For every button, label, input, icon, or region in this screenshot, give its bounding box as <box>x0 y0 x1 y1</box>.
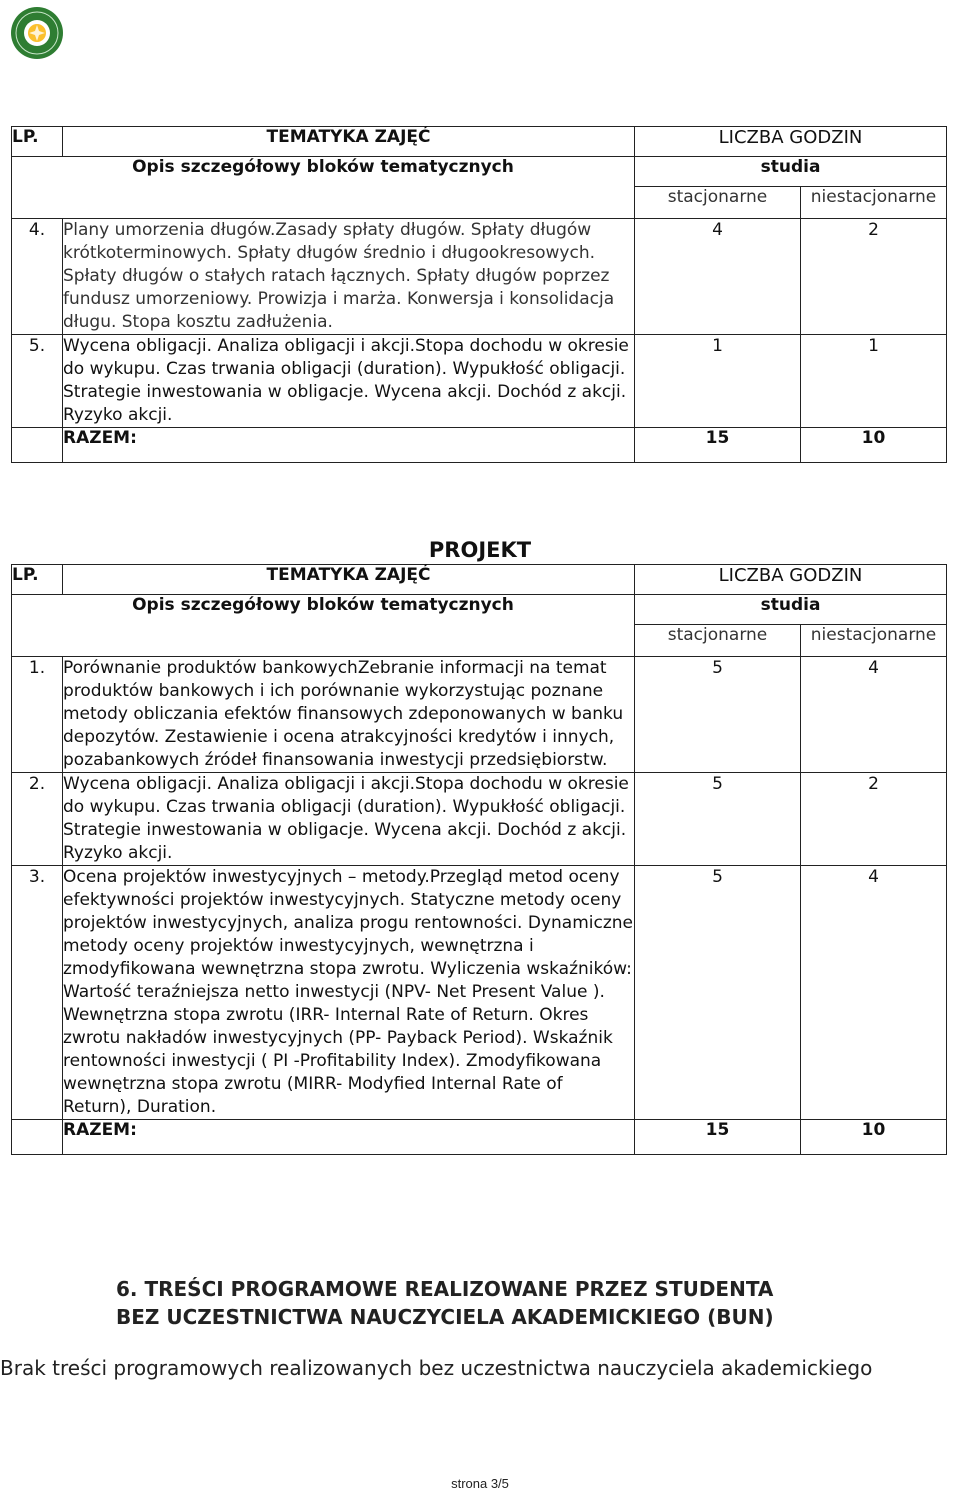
section-6-title-line2: BEZ UCZESTNICTWA NAUCZYCIELA AKADEMICKIEGO (BUN) <box>116 1305 774 1329</box>
row-stacjonarne: 4 <box>635 219 801 335</box>
page-number: strona 3/5 <box>451 1476 509 1491</box>
table-row <box>12 866 947 1120</box>
razem-stacjonarne: 15 <box>635 428 801 463</box>
row-text: Plany umorzenia długów.Zasady spłaty długów. Spłaty długów krótkoterminowych. Spłaty długów średnio i długookresowych. Spłaty długów o stałych ratach łącznych. Spłaty długów poprzez fundusz umorzeniowy. Prowizja i marża. Konwersja i konsolidacja długu. Stopa kosztu zadłużenia. <box>63 219 635 335</box>
wyklad-table <box>11 126 947 463</box>
row-niestacjonarne: 4 <box>801 657 947 773</box>
projekt-table <box>11 564 947 1155</box>
razem-row <box>12 1120 947 1155</box>
header-studia: studia <box>635 157 947 187</box>
header-row <box>12 565 947 595</box>
header-topic: TEMATYKA ZAJĘĆ <box>63 565 635 595</box>
razem-label: RAZEM: <box>63 428 635 463</box>
header-stacjonarne: stacjonarne <box>635 625 801 657</box>
header-row <box>12 595 947 625</box>
razem-niestacjonarne: 10 <box>801 428 947 463</box>
section-6-body: Brak treści programowych realizowanych bez uczestnictwa nauczyciela akademickiego <box>0 1356 873 1380</box>
razem-niestacjonarne: 10 <box>801 1120 947 1155</box>
row-niestacjonarne: 4 <box>801 866 947 1120</box>
row-lp: 1. <box>12 657 63 773</box>
header-row <box>12 157 947 187</box>
row-lp: 3. <box>12 866 63 1120</box>
row-stacjonarne: 5 <box>635 773 801 866</box>
header-stacjonarne: stacjonarne <box>635 187 801 219</box>
table-row <box>12 219 947 335</box>
row-niestacjonarne: 2 <box>801 773 947 866</box>
university-seal-icon <box>10 6 64 60</box>
header-lp: LP. <box>12 127 63 157</box>
row-text: Wycena obligacji. Analiza obligacji i akcji.Stopa dochodu w okresie do wykupu. Czas trwania obligacji (duration). Wypukłość obligacji. Strategie inwestowania w obligacje. Wycena akcji. Dochód z akcji. Ryzyko akcji. <box>63 335 635 428</box>
razem-empty <box>12 428 63 463</box>
row-lp: 4. <box>12 219 63 335</box>
row-niestacjonarne: 2 <box>801 219 947 335</box>
row-text: Porównanie produktów bankowychZebranie informacji na temat produktów bankowych i ich porównanie wykorzystując poznane metody obliczania efektów finansowych zdeponowanych w banku depozytów. Zestawienie i ocena atrakcyjności kredytów i innych, pozabankowych źródeł finansowania inwestycji przedsiębiorstw. <box>63 657 635 773</box>
row-stacjonarne: 5 <box>635 657 801 773</box>
row-stacjonarne: 1 <box>635 335 801 428</box>
row-text: Ocena projektów inwestycyjnych – metody.Przegląd metod oceny efektywności projektów inwestycyjnych. Statyczne metody oceny projektów inwestycyjnych, analiza progu rentowności. Dynamiczne metody oceny projektów inwestycyjnych, wewnętrzna i zmodyfikowana wewnętrzna stopa zwrotu. Wyliczenia wskaźników: Wartość teraźniejsza netto inwestycji (NPV- Net Present Value ). Wewnętrzna stopa zwrotu (IRR- Internal Rate of Return. Okres zwrotu nakładów inwestycyjnych (PP- Payback Period). Wskaźnik rentowności inwestycji ( PI -Profitability Index). Zmodyfikowana wewnętrzna stopa zwrotu (MIRR- Modyfied Internal Rate of Return), Duration. <box>63 866 635 1120</box>
section-6-title <box>116 1275 774 1331</box>
table-row <box>12 335 947 428</box>
table-row <box>12 657 947 773</box>
header-opis: Opis szczegółowy bloków tematycznych <box>12 595 635 657</box>
row-niestacjonarne: 1 <box>801 335 947 428</box>
header-opis: Opis szczegółowy bloków tematycznych <box>12 157 635 219</box>
row-stacjonarne: 5 <box>635 866 801 1120</box>
razem-label: RAZEM: <box>63 1120 635 1155</box>
header-niestacjonarne: niestacjonarne <box>801 625 947 657</box>
projekt-title: PROJEKT <box>428 538 532 562</box>
razem-row <box>12 428 947 463</box>
row-text: Wycena obligacji. Analiza obligacji i akcji.Stopa dochodu w okresie do wykupu. Czas trwania obligacji (duration). Wypukłość obligacji. Strategie inwestowania w obligacje. Wycena akcji. Dochód z akcji. Ryzyko akcji. <box>63 773 635 866</box>
row-lp: 5. <box>12 335 63 428</box>
header-studia: studia <box>635 595 947 625</box>
row-lp: 2. <box>12 773 63 866</box>
table-row <box>12 773 947 866</box>
section-6-title-line1: 6. TREŚCI PROGRAMOWE REALIZOWANE PRZEZ STUDENTA <box>116 1277 774 1301</box>
header-hours: LICZBA GODZIN <box>635 127 947 157</box>
header-row <box>12 127 947 157</box>
header-lp: LP. <box>12 565 63 595</box>
razem-stacjonarne: 15 <box>635 1120 801 1155</box>
header-hours: LICZBA GODZIN <box>635 565 947 595</box>
header-niestacjonarne: niestacjonarne <box>801 187 947 219</box>
header-topic: TEMATYKA ZAJĘĆ <box>63 127 635 157</box>
razem-empty <box>12 1120 63 1155</box>
